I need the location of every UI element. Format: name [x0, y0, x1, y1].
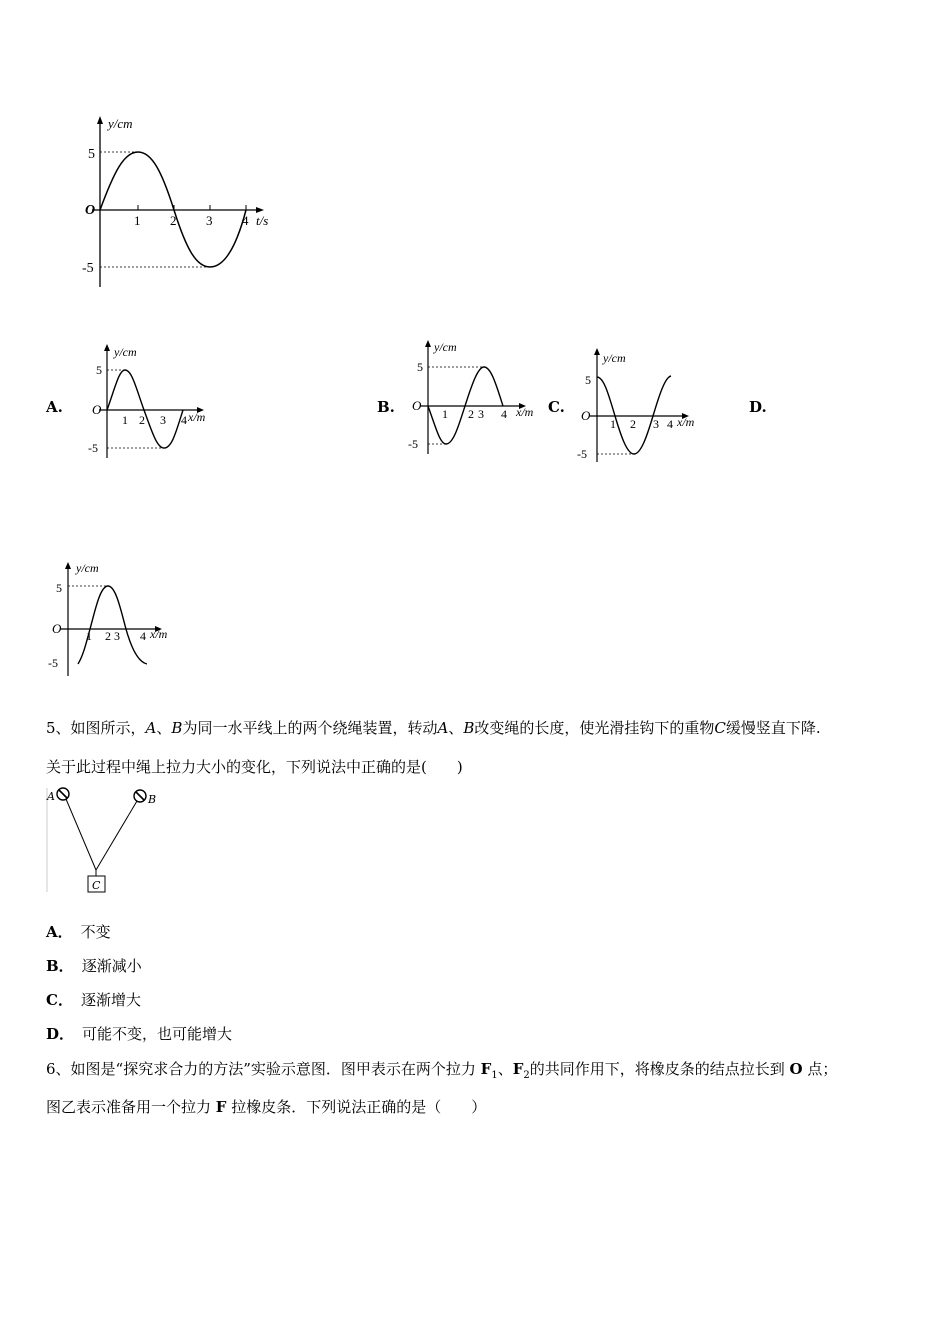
label-b: B — [148, 793, 157, 806]
option-d-label: D. — [749, 398, 767, 416]
option-d-graph — [46, 556, 186, 680]
svg-text:-5: -5 — [48, 656, 58, 670]
svg-text:y/cm: y/cm — [114, 345, 137, 359]
svg-text:3: 3 — [160, 413, 166, 427]
option-a-graph — [84, 340, 224, 460]
main-wave-graph — [70, 112, 290, 292]
x-label: t/s — [256, 213, 269, 228]
svg-text:x/m: x/m — [188, 410, 206, 424]
origin-label: O — [85, 203, 96, 218]
svg-text:y/cm: y/cm — [434, 340, 457, 354]
q6-line-2: 图乙表示准备用一个拉力 F 拉橡皮条．下列说法正确的是（ ） — [46, 1098, 487, 1116]
option-b-label: B. — [377, 398, 395, 416]
q6-line-1: 6、如图是“探究求合力的方法”实验示意图．图甲表示在两个拉力 $F_1$、$F_2$的共同作用下，将橡皮条的结点拉长到 O 点； — [46, 1060, 838, 1081]
option-b-graph — [408, 336, 548, 456]
label-a: A — [47, 790, 55, 803]
y-axis-arrow — [97, 116, 103, 124]
svg-text:2: 2 — [105, 629, 111, 643]
svg-text:-5: -5 — [408, 437, 418, 451]
svg-text:y/cm: y/cm — [76, 561, 99, 575]
svg-text:4: 4 — [181, 413, 187, 427]
label-c: C — [92, 879, 101, 892]
q5-line-2: 关于此过程中绳上拉力大小的变化，下列说法中正确的是( ) — [46, 758, 463, 776]
option-c-graph — [575, 344, 715, 464]
svg-text:1: 1 — [86, 629, 92, 643]
svg-text:O: O — [581, 408, 591, 423]
option-a-curve — [107, 370, 183, 448]
q5-option-a: A． 不变 — [46, 923, 111, 941]
option-c-curve — [597, 376, 671, 454]
svg-text:1: 1 — [610, 417, 616, 431]
q5-option-c: C． 逐渐增大 — [46, 991, 141, 1009]
svg-text:-5: -5 — [88, 441, 98, 455]
svg-text:5: 5 — [585, 373, 591, 387]
y-tick-5: 5 — [88, 147, 95, 162]
rope-left — [66, 799, 96, 870]
x-tick-2: 2 — [170, 213, 177, 228]
x-tick-4: 4 — [242, 213, 249, 228]
svg-text:3: 3 — [478, 407, 484, 421]
svg-text:O: O — [412, 398, 422, 413]
svg-text:3: 3 — [653, 417, 659, 431]
svg-text:x/m: x/m — [150, 627, 168, 641]
option-a-label: A. — [46, 398, 63, 416]
svg-text:5: 5 — [417, 360, 423, 374]
svg-text:4: 4 — [501, 407, 507, 421]
x-tick-3: 3 — [206, 213, 213, 228]
svg-text:O: O — [92, 402, 102, 417]
svg-text:x/m: x/m — [677, 415, 695, 429]
option-c-label: C. — [548, 398, 565, 416]
svg-text:2: 2 — [630, 417, 636, 431]
svg-text:3: 3 — [114, 629, 120, 643]
q5-option-b: B． 逐渐减小 — [46, 957, 142, 975]
svg-text:x/m: x/m — [516, 405, 534, 419]
option-d-curve — [78, 586, 147, 664]
svg-text:1: 1 — [122, 413, 128, 427]
rope-right — [96, 801, 137, 870]
svg-text:5: 5 — [96, 363, 102, 377]
y-tick-neg5: -5 — [82, 261, 94, 276]
q5-line-1: 5、如图所示，A、B为同一水平线上的两个绕绳装置，转动A、B改变绳的长度，使光滑挂钩下的重物C缓慢竖直下降. — [46, 719, 821, 737]
q5-rope-diagram — [44, 784, 174, 896]
svg-text:2: 2 — [139, 413, 145, 427]
q5-option-d: D． 可能不变，也可能增大 — [46, 1025, 233, 1043]
svg-text:y/cm: y/cm — [603, 351, 626, 365]
svg-text:4: 4 — [667, 417, 673, 431]
y-label: y/cm — [108, 116, 133, 131]
svg-text:5: 5 — [56, 581, 62, 595]
svg-text:1: 1 — [442, 407, 448, 421]
svg-text:-5: -5 — [577, 447, 587, 461]
svg-text:4: 4 — [140, 629, 146, 643]
x-tick-1: 1 — [134, 213, 141, 228]
svg-text:2: 2 — [468, 407, 474, 421]
svg-text:O: O — [52, 621, 62, 636]
